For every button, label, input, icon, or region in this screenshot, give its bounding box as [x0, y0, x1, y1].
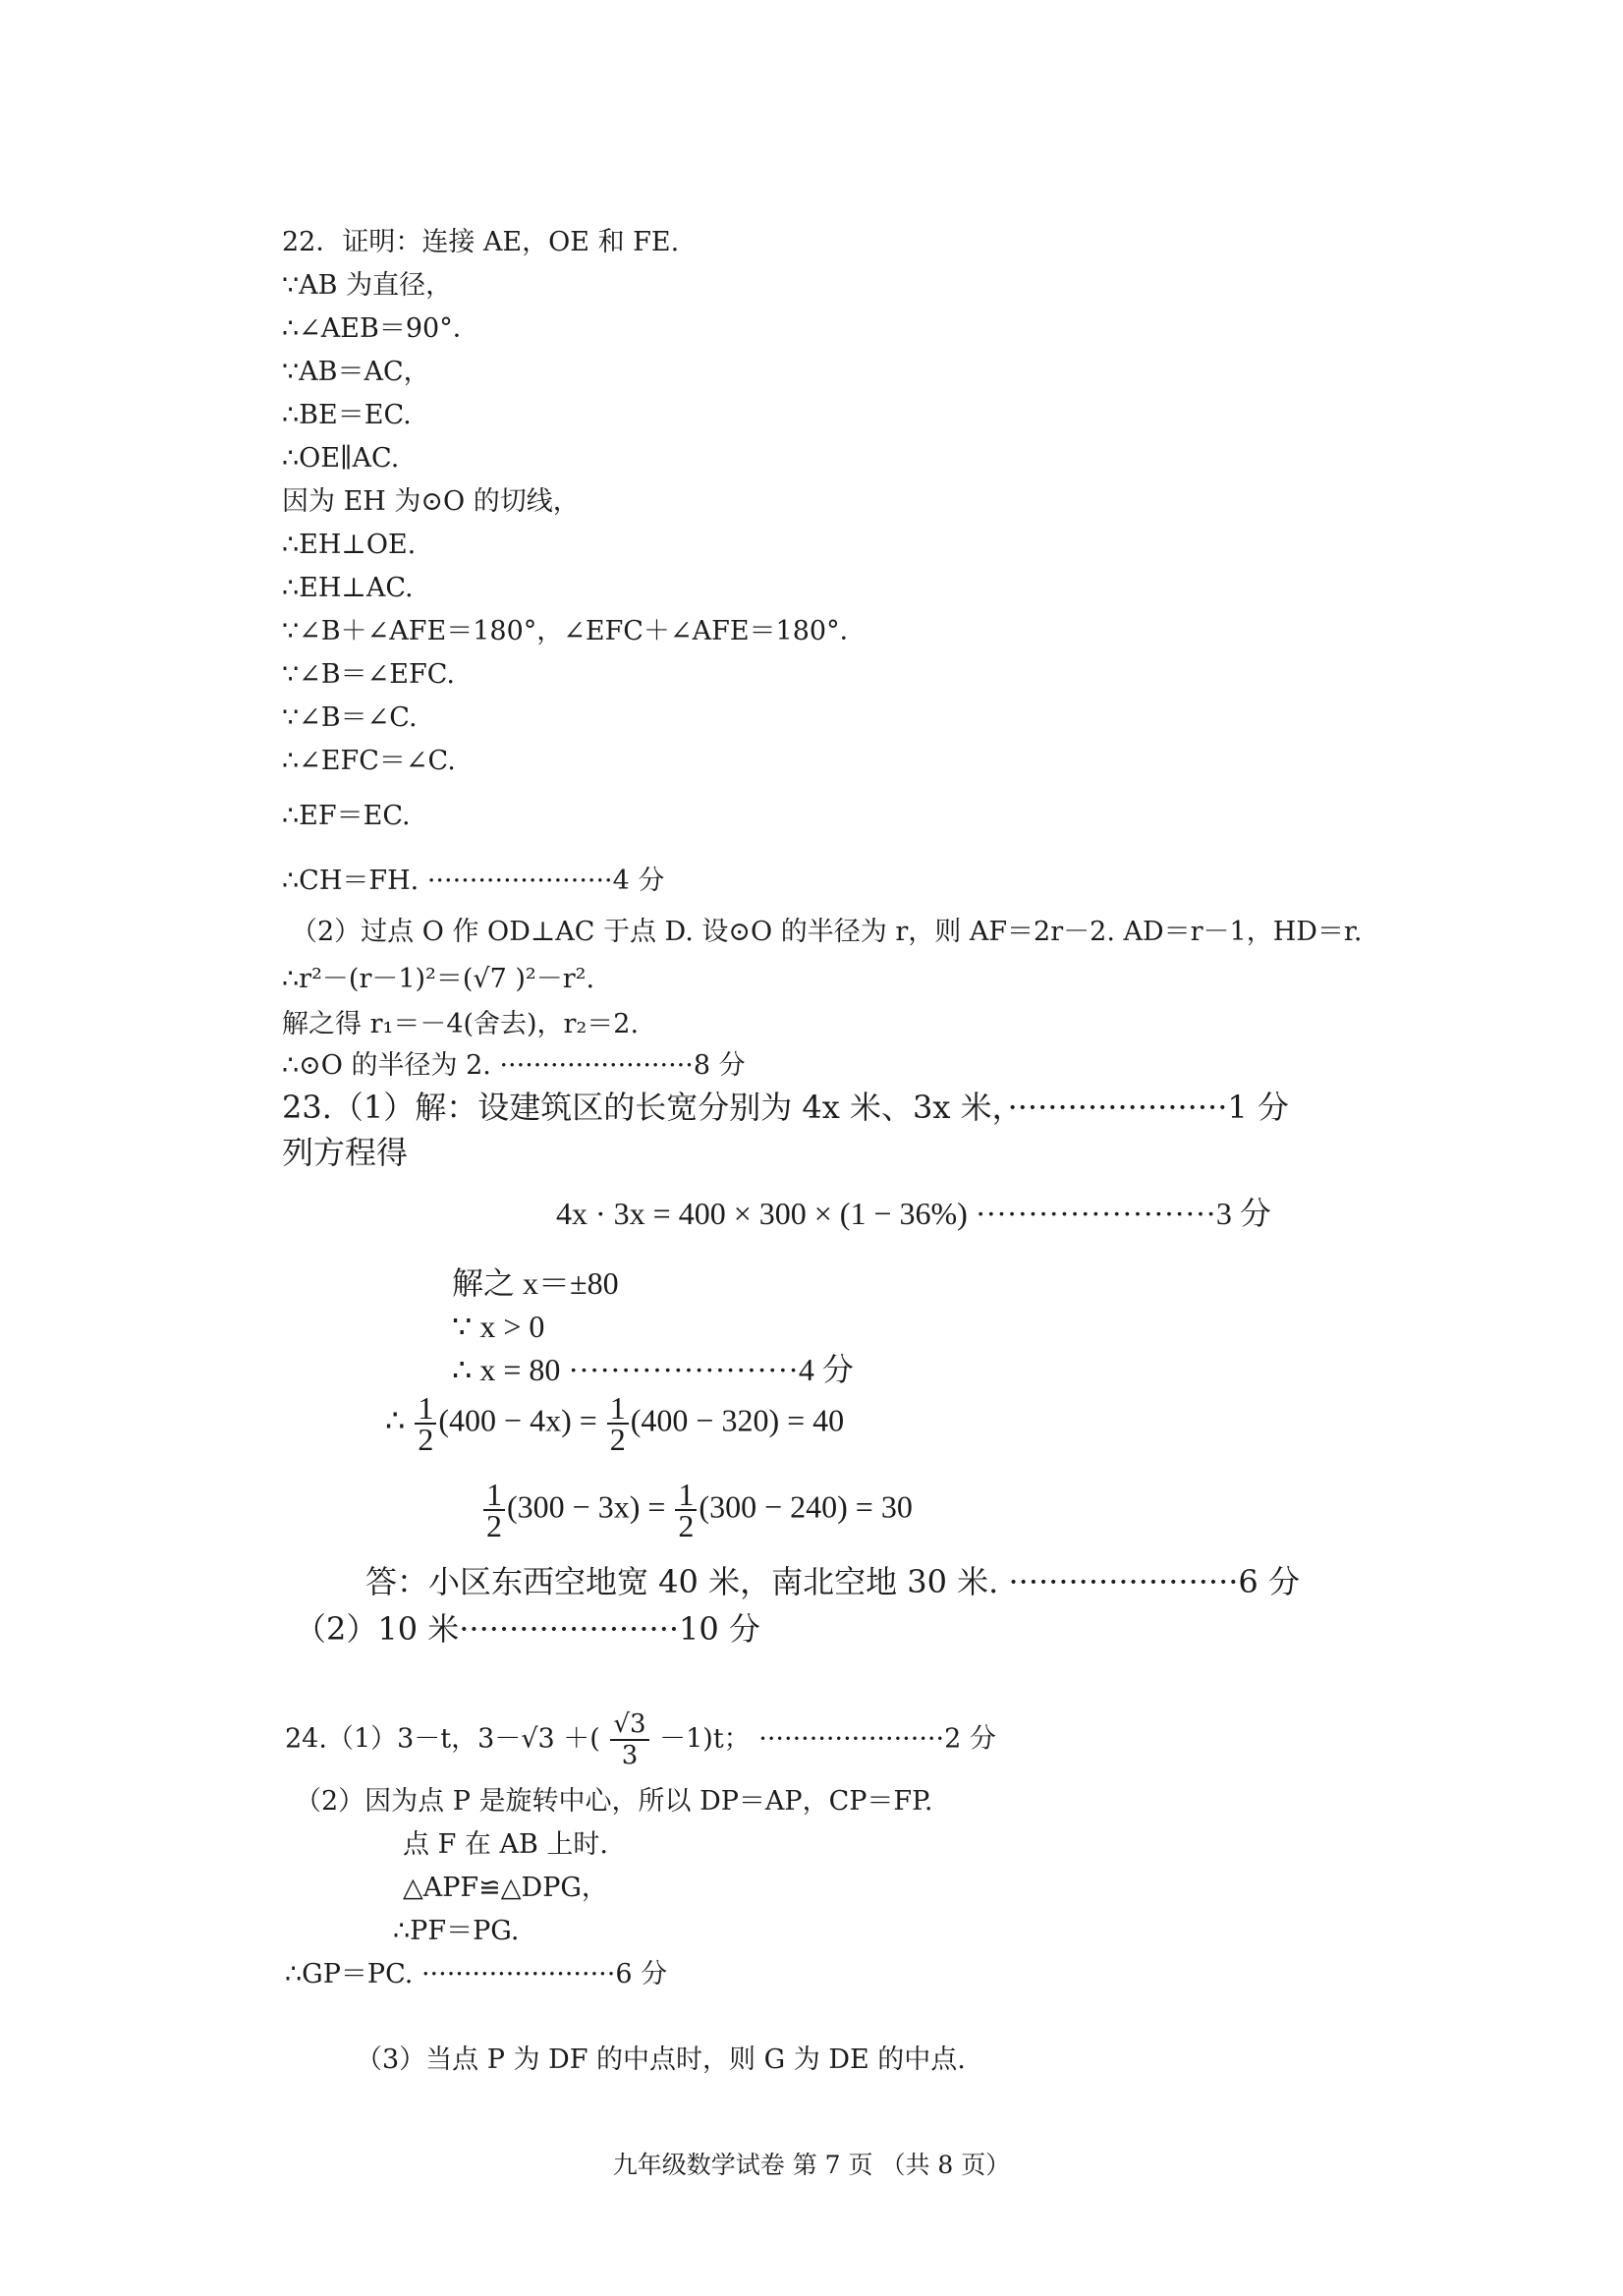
- fraction-denominator: 2: [609, 1422, 626, 1457]
- fraction-one-half: [415, 1390, 436, 1457]
- fraction-one-half: [675, 1477, 697, 1543]
- q22-part2-line-2: ∴r²－(r－1)²＝(√7 )²－r².: [282, 964, 595, 994]
- q24-line-1-part-a: 24.（1）3－t，3－√3 ＋(: [285, 1723, 600, 1755]
- q23-equation-3-part-a: (300 − 3x) =: [507, 1488, 666, 1525]
- q22-line-4: ∵AB＝AC，: [282, 357, 430, 387]
- fraction-denominator: 2: [678, 1508, 695, 1543]
- fraction-numerator: 1: [483, 1480, 505, 1511]
- q23-solution-1: 解之 x＝±80: [452, 1265, 619, 1301]
- q23-equation-3-part-b: (300 − 240) = 30: [699, 1488, 913, 1525]
- q23-solution-3: ∴ x = 80 ······················4 分: [452, 1352, 854, 1387]
- q24-part2-line-5: ∴GP＝PC. ·······················6 分: [285, 1959, 668, 1989]
- fraction-numerator: √3: [610, 1709, 648, 1741]
- q22-part2-line-1: （2）过点 O 作 OD⊥AC 于点 D. 设⊙O 的半径为 r，则 AF＝2r－2. AD＝r－1，HD＝r.: [291, 917, 1363, 947]
- q24-part2-line-2: 点 F 在 AB 上时.: [403, 1829, 608, 1860]
- q22-line-1: 22．证明：连接 AE，OE 和 FE.: [282, 227, 680, 257]
- q23-equation-2-part-b: (400 − 320) = 40: [630, 1402, 845, 1438]
- fraction-denominator: 3: [621, 1741, 639, 1770]
- q23-equation-2-part-a: (400 − 4x) =: [438, 1402, 597, 1438]
- q22-line-14: ∴EF＝EC.: [282, 801, 411, 831]
- q22-line-10: ∵∠B＋∠AFE＝180°，∠EFC＋∠AFE＝180°．: [282, 616, 867, 646]
- q22-line-5: ∴BE＝EC.: [282, 400, 412, 430]
- fraction-one-half: [483, 1477, 505, 1543]
- q23-line-2: 列方程得: [282, 1134, 409, 1171]
- fraction-root3-over-3: [610, 1709, 648, 1770]
- q24-line-1: [285, 1709, 996, 1770]
- q22-line-15: ∴CH＝FH. ······················4 分: [282, 866, 665, 896]
- q24-part2-line-1: （2）因为点 P 是旋转中心，所以 DP＝AP，CP＝FP.: [295, 1786, 933, 1817]
- q22-line-9: ∴EH⊥AC.: [282, 573, 414, 603]
- q24-part2-line-4: ∴PF＝PG.: [393, 1916, 520, 1946]
- q23-part2: （2）10 米······················10 分: [295, 1610, 760, 1648]
- q22-line-8: ∴EH⊥OE.: [282, 530, 417, 560]
- q22-part2-line-4: ∴⊙O 的半径为 2. ·······················8 分: [282, 1050, 746, 1081]
- q23-solution-2: ∵ x > 0: [452, 1309, 545, 1344]
- q22-line-7: 因为 EH 为⊙O 的切线，: [282, 486, 580, 517]
- fraction-numerator: 1: [415, 1393, 436, 1425]
- q22-line-11: ∵∠B＝∠EFC.: [282, 659, 455, 690]
- q23-equation-1: 4x · 3x = 400 × 300 × (1 − 36%) ·······················3 分: [556, 1196, 1271, 1231]
- q23-answer: 答：小区东西空地宽 40 米，南北空地 30 米. ·······················6 分: [365, 1563, 1300, 1600]
- q24-part3: （3）当点 P 为 DF 的中点时，则 G 为 DE 的中点.: [356, 2044, 966, 2075]
- q22-part2-line-3: 解之得 r₁＝－4(舍去)，r₂＝2.: [282, 1009, 640, 1039]
- q24-part2-line-3: △APF≌△DPG，: [403, 1873, 608, 1903]
- q23-equation-2: [385, 1390, 845, 1457]
- q23-line-1: 23.（1）解：设建筑区的长宽分别为 4x 米、3x 米，······················1 分: [282, 1089, 1289, 1126]
- page-footer: 九年级数学试卷 第 7 页 （共 8 页）: [612, 2151, 1011, 2179]
- q22-line-12: ∵∠B＝∠C.: [282, 702, 418, 733]
- fraction-denominator: 2: [418, 1422, 434, 1457]
- q22-line-6: ∴OE∥AC.: [282, 443, 400, 474]
- q23-equation-3: [481, 1477, 913, 1543]
- q22-line-3: ∴∠AEB＝90°．: [282, 313, 479, 344]
- fraction-numerator: 1: [607, 1393, 629, 1425]
- q22-line-2: ∵AB 为直径，: [282, 270, 453, 301]
- q24-line-1-part-b: －1)t； ······················2 分: [659, 1723, 996, 1755]
- fraction-one-half: [607, 1390, 629, 1457]
- fraction-numerator: 1: [675, 1480, 697, 1511]
- therefore-symbol: ∴: [385, 1402, 406, 1438]
- fraction-denominator: 2: [486, 1508, 502, 1543]
- q22-line-13: ∴∠EFC＝∠C.: [282, 746, 456, 776]
